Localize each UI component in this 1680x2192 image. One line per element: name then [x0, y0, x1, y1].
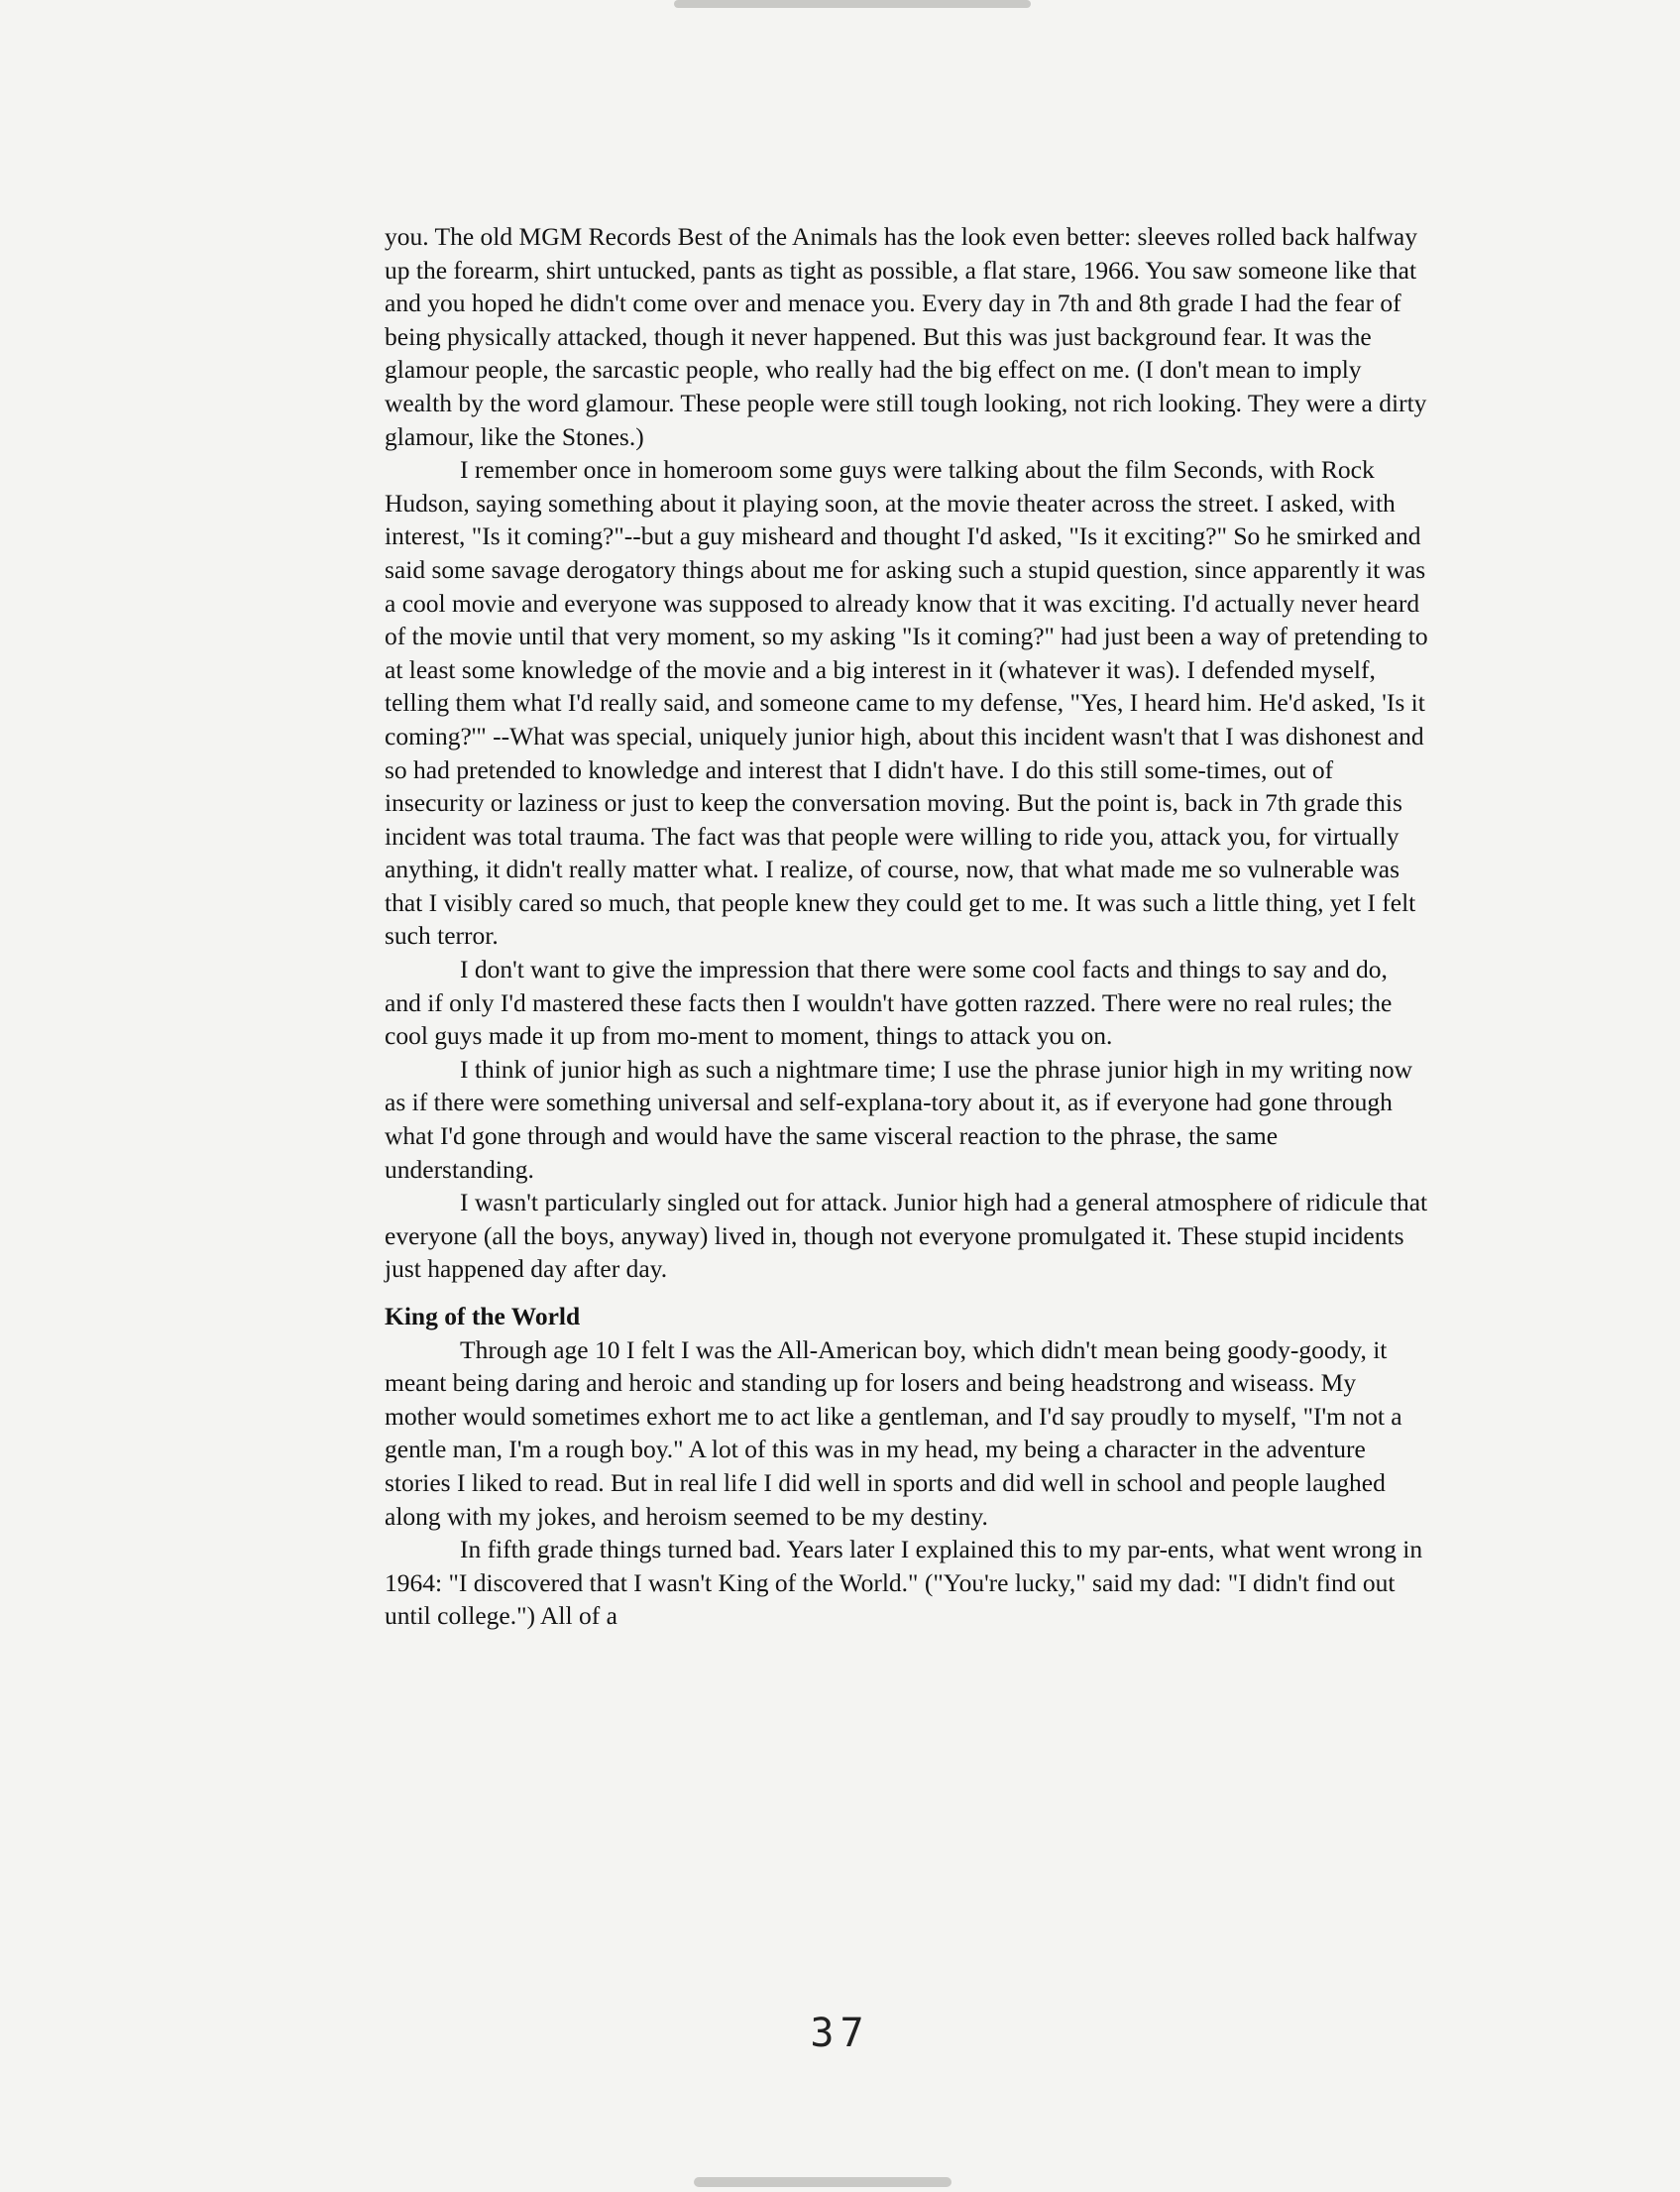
paragraph: I wasn't particularly singled out for attack. Junior high had a general atmosphere of ridicule that everyone (all the boys, anyway) lived in, though not everyone promulgated it. These stupid incidents just happened day after day.: [385, 1188, 1428, 1284]
page-number: 37: [810, 2011, 870, 2056]
paragraph: Through age 10 I felt I was the All-American boy, which didn't mean being goody-goody, it meant being daring and heroic and standing up for losers and being headstrong and wiseass. My mother would sometimes exhort me to act like a gentleman, and I'd say proudly to myself, "I'm not a gentle man, I'm a rough boy." A lot of this was in my head, my being a character in the adventure stories I liked to read. But in real life I did well in sports and did well in school and people laughed along with my jokes, and heroism seemed to be my destiny.: [385, 1334, 1402, 1531]
body-text: [385, 220, 1430, 1633]
scan-smudge-bottom: [694, 2177, 952, 2187]
paragraph: In fifth grade things turned bad. Years later I explained this to my par-ents, what went wrong in 1964: "I discovered that I wasn't King of the World." ("You're lucky," said my dad: "I didn't find out until college.") All of a: [385, 1535, 1423, 1631]
section-heading: King of the World: [385, 1302, 581, 1330]
scan-smudge-top: [674, 0, 1031, 8]
paragraph: I think of junior high as such a nightmare time; I use the phrase junior high in my writing now as if there were something universal and self-explana-tory about it, as if everyone had gone through what I'd gone through and would have the same visceral reaction to the phrase, the same understanding.: [385, 1054, 1413, 1184]
paragraph: I remember once in homeroom some guys were talking about the film Seconds, with Rock Hudson, saying something about it playing soon, at the movie theater across the street. I asked, with interest, "Is it coming?"--but a guy misheard and thought I'd asked, "Is it exciting?" So he smirked and said some savage derogatory things about me for asking such a stupid question, since apparently it was a cool movie and everyone was supposed to already know that it was exciting. I'd actually never heard of the movie until that very moment, so my asking "Is it coming?" had just been a way of pretending to at least some knowledge of the movie and a big interest in it (whatever it was). I defended myself, telling them what I'd really said, and someone came to my defense, "Yes, I heard him. He'd asked, 'Is it coming?'" --What was special, uniquely junior high, about this incident wasn't that I was dishonest and so had pretended to knowledge and interest that I didn't have. I do this still some-times, out of insecurity or laziness or just to keep the conversation moving. But the point is, back in 7th grade this incident was total trauma. The fact was that people were willing to ride you, attack you, for virtually anything, it didn't really matter what. I realize, of course, now, that what made me so vulnerable was that I visibly cared so much, that people knew they could get to me. It was such a little thing, yet I felt such terror.: [385, 455, 1428, 951]
paragraph: you. The old MGM Records Best of the Animals has the look even better: sleeves rolled back halfway up the forearm, shirt untucked, pants as tight as possible, a flat stare, 1966. You saw someone like that and you hoped he didn't come over and menace you. Every day in 7th and 8th grade I had the fear of being physically attacked, though it never happened. But this was just background fear. It was the glamour people, the sarcastic people, who really had the big effect on me. (I don't mean to imply wealth by the word glamour. These people were still tough looking, not rich looking. They were a dirty glamour, like the Stones.): [385, 222, 1427, 451]
paragraph: I don't want to give the impression that there were some cool facts and things to say and do, and if only I'd mastered these facts then I wouldn't have gotten razzed. There were no real rules; the cool guys made it up from mo-ment to moment, things to attack you on.: [385, 955, 1393, 1051]
